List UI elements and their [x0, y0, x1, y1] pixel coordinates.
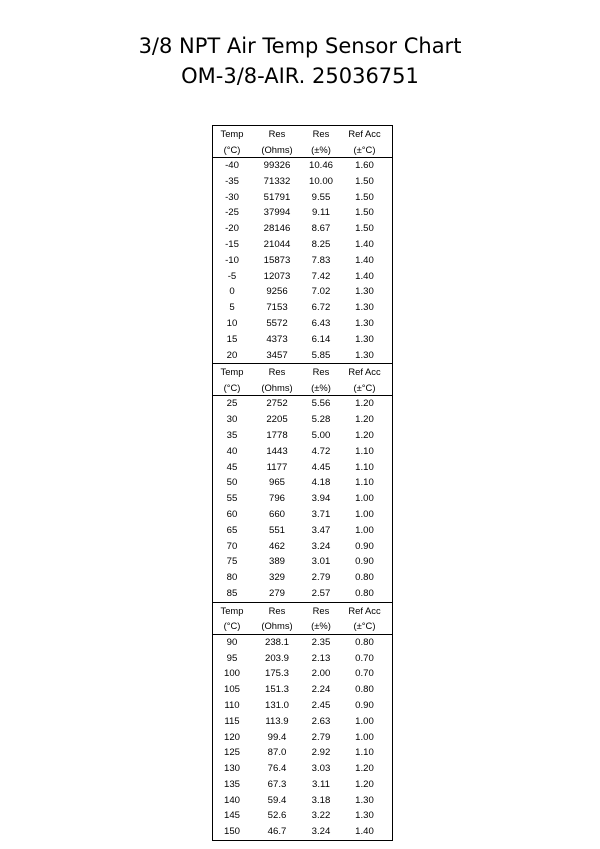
table-cell: 1.40: [355, 270, 374, 282]
table-row: [213, 284, 392, 300]
table-cell: 2.57: [311, 587, 331, 599]
table-row: [213, 332, 392, 348]
table-cell: 2.13: [311, 652, 331, 664]
header-row: [213, 364, 392, 380]
table-row: [213, 205, 392, 221]
table-row: [213, 300, 392, 316]
table-row: [213, 412, 392, 428]
table-cell: -40: [225, 160, 239, 171]
table-cell: 0.90: [355, 699, 374, 711]
table-cell: 7153: [266, 302, 288, 314]
table-cell: 110: [224, 699, 240, 711]
page-title: 3/8 NPT Air Temp Sensor Chart: [138, 34, 462, 58]
table-cell: 1778: [266, 429, 288, 441]
table-cell: 1443: [266, 445, 288, 457]
table-cell: 462: [268, 540, 285, 552]
table-cell: 5572: [266, 317, 288, 329]
table-cell: 8.67: [311, 223, 331, 235]
table-cell: 1.60: [355, 160, 374, 171]
table-cell: 3.18: [311, 794, 331, 806]
sensor-chart-table: [212, 125, 393, 841]
column-unit: (±°C): [353, 143, 376, 155]
table-cell: 10.00: [308, 175, 333, 187]
table-cell: 3.24: [311, 540, 331, 552]
table-cell: 2.45: [311, 699, 331, 711]
table-cell: 28146: [263, 223, 291, 235]
table-cell: -5: [227, 270, 237, 282]
table-cell: 2.79: [311, 572, 331, 584]
table-cell: 5.28: [311, 414, 331, 426]
table-cell: 6.43: [311, 317, 331, 329]
table-cell: 9.11: [312, 207, 330, 219]
table-cell: 0.80: [355, 572, 374, 584]
column-unit: (Ohms): [261, 381, 293, 393]
table-cell: 0: [229, 286, 235, 298]
table-cell: 3.47: [311, 524, 331, 536]
table-cell: 238.1: [264, 636, 289, 648]
table-row: [213, 158, 392, 174]
table-cell: 71332: [263, 175, 291, 187]
table-row: [213, 190, 392, 206]
column-unit: (±°C): [353, 381, 376, 393]
table-cell: 279: [268, 587, 285, 599]
table-row: [213, 682, 392, 698]
table-row: [213, 666, 392, 682]
table-cell: 0.80: [355, 636, 374, 648]
table-cell: 1.40: [355, 826, 374, 838]
table-cell: -25: [225, 207, 239, 219]
table-row: [213, 777, 392, 793]
header-unit-row: [213, 380, 392, 396]
header-unit-row: [213, 618, 392, 634]
table-cell: 660: [268, 508, 285, 520]
table-cell: 9.55: [311, 191, 331, 203]
table-row: [213, 745, 392, 761]
table-cell: 0.80: [355, 587, 374, 599]
column-header: Res: [312, 604, 330, 616]
table-cell: 35: [226, 429, 238, 441]
table-cell: 7.02: [311, 286, 331, 298]
table-cell: 3.94: [311, 493, 331, 505]
header-unit-row: [213, 142, 392, 158]
table-cell: 51791: [263, 191, 291, 203]
table-cell: 15873: [263, 254, 291, 266]
table-cell: 99.4: [267, 731, 287, 743]
table-header: [213, 126, 392, 158]
table-cell: 87.0: [267, 747, 287, 759]
table-cell: 796: [268, 493, 285, 505]
table-row: [213, 808, 392, 824]
page-subtitle: OM-3/8-AIR. 25036751: [181, 64, 419, 88]
table-row: [213, 793, 392, 809]
table-cell: 12073: [263, 270, 291, 282]
column-header: Ref Acc: [348, 128, 381, 139]
table-row: [213, 348, 392, 364]
table-cell: 76.4: [267, 763, 287, 775]
table-cell: 7.42: [311, 270, 331, 282]
table-cell: 5.85: [311, 349, 331, 361]
table-cell: 135: [223, 778, 240, 790]
table-cell: 1.50: [355, 191, 374, 203]
column-unit: (Ohms): [261, 143, 293, 155]
table-cell: 75: [226, 556, 238, 568]
table-cell: 1.30: [355, 302, 374, 314]
table-row: [213, 253, 392, 269]
table-cell: 1.10: [355, 461, 374, 473]
table-row: [213, 714, 392, 730]
table-cell: 60: [226, 508, 238, 520]
table-cell: 52.6: [267, 810, 287, 822]
table-cell: 140: [223, 794, 240, 806]
table-cell: 46.7: [267, 826, 287, 838]
column-header: Temp: [220, 128, 244, 139]
table-cell: 80: [226, 572, 238, 584]
table-row: [213, 316, 392, 332]
table-cell: 329: [268, 572, 285, 584]
table-row: [213, 269, 392, 285]
table-cell: 21044: [263, 238, 291, 250]
table-cell: 8.25: [311, 238, 331, 250]
table-cell: 10.46: [308, 160, 333, 171]
table-cell: 151.3: [264, 684, 289, 696]
table-header: [213, 364, 392, 396]
table-cell: 1.30: [355, 810, 374, 822]
table-cell: 50: [226, 477, 238, 489]
table-cell: 2752: [266, 398, 288, 410]
table-cell: 40: [226, 445, 238, 457]
table-cell: 1.00: [355, 524, 374, 536]
column-header: Ref Acc: [348, 366, 381, 378]
table-row: [213, 174, 392, 190]
table-row: [213, 444, 392, 460]
table-cell: 100: [223, 668, 240, 680]
table-cell: 55: [226, 493, 238, 505]
table-cell: 2205: [266, 414, 288, 426]
table-cell: 1.20: [355, 763, 374, 775]
column-unit: (Ohms): [261, 620, 293, 632]
table-cell: 175.3: [264, 668, 289, 680]
table-cell: 1.10: [355, 445, 374, 457]
table-cell: 965: [268, 477, 285, 489]
table-cell: -30: [225, 191, 239, 203]
table-cell: 70: [226, 540, 238, 552]
table-cell: 1.20: [355, 778, 374, 790]
table-cell: 145: [223, 810, 240, 822]
table-cell: 2.92: [311, 747, 331, 759]
table-cell: 1.10: [355, 747, 374, 759]
table-row: [213, 651, 392, 667]
table-cell: 3.24: [311, 826, 331, 838]
header-row: [213, 126, 392, 142]
table-cell: 1.20: [355, 398, 374, 410]
table-cell: 113.9: [265, 715, 289, 727]
table-row: [213, 237, 392, 253]
table-cell: 99326: [263, 160, 291, 171]
table-cell: 65: [226, 524, 238, 536]
table-row: [213, 475, 392, 491]
table-row: [213, 698, 392, 714]
table-cell: 1177: [266, 461, 288, 473]
table-row: [213, 761, 392, 777]
column-header: Res: [312, 128, 330, 139]
table-cell: 3.11: [312, 778, 330, 790]
table-section: [213, 126, 392, 363]
header-row: [213, 603, 392, 619]
table-cell: 203.9: [264, 652, 289, 664]
table-cell: 10: [226, 317, 238, 329]
table-row: [213, 460, 392, 476]
column-header: Temp: [220, 604, 244, 616]
table-cell: -10: [225, 254, 239, 266]
table-cell: 4.18: [311, 477, 331, 489]
table-cell: 67.3: [267, 778, 287, 790]
column-header: Res: [312, 366, 330, 378]
table-cell: 0.70: [355, 652, 374, 664]
column-header: Res: [268, 366, 286, 378]
table-row: [213, 428, 392, 444]
table-cell: 1.00: [355, 715, 374, 727]
column-unit: (°C): [223, 620, 241, 632]
table-row: [213, 554, 392, 570]
table-cell: 551: [268, 524, 285, 536]
table-cell: 2.63: [311, 715, 331, 727]
table-row: [213, 824, 392, 840]
table-section: [213, 363, 392, 601]
table-cell: 105: [223, 684, 240, 696]
table-row: [213, 523, 392, 539]
table-section: [213, 602, 392, 840]
table-cell: 1.50: [355, 175, 374, 187]
column-header: Res: [268, 604, 286, 616]
table-cell: 2.35: [311, 636, 331, 648]
table-cell: 3.03: [311, 763, 331, 775]
table-cell: 1.30: [355, 333, 374, 345]
table-cell: 131.0: [264, 699, 289, 711]
table-cell: 1.30: [355, 286, 374, 298]
table-cell: 3.71: [311, 508, 331, 520]
table-cell: 389: [268, 556, 285, 568]
table-cell: -35: [225, 175, 239, 187]
table-cell: 1.50: [355, 207, 374, 219]
table-cell: 15: [226, 333, 238, 345]
column-header: Temp: [220, 366, 244, 378]
column-header: Res: [268, 128, 286, 139]
table-cell: 125: [223, 747, 240, 759]
table-row: [213, 491, 392, 507]
table-cell: 1.20: [355, 414, 374, 426]
table-cell: 1.30: [355, 349, 374, 361]
table-row: [213, 635, 392, 651]
table-cell: 0.90: [355, 540, 374, 552]
column-unit: (±°C): [353, 620, 376, 632]
table-cell: 0.70: [355, 668, 374, 680]
table-cell: 85: [226, 587, 238, 599]
column-unit: (±%): [311, 620, 331, 632]
table-cell: 4.72: [311, 445, 331, 457]
table-row: [213, 539, 392, 555]
table-cell: 0.90: [355, 556, 374, 568]
table-cell: 4.45: [311, 461, 331, 473]
table-cell: 5.00: [311, 429, 331, 441]
table-cell: 45: [226, 461, 238, 473]
table-cell: 1.50: [355, 223, 374, 235]
table-cell: 20: [226, 349, 238, 361]
table-row: [213, 570, 392, 586]
table-cell: 1.40: [355, 238, 374, 250]
column-unit: (°C): [223, 143, 241, 155]
table-cell: 1.30: [355, 794, 374, 806]
table-cell: 37994: [263, 207, 291, 219]
table-cell: -20: [225, 223, 239, 235]
table-cell: 120: [223, 731, 240, 743]
table-cell: 115: [224, 715, 240, 727]
table-cell: 3.01: [311, 556, 331, 568]
table-cell: 150: [223, 826, 240, 838]
table-cell: 3.22: [311, 810, 331, 822]
table-cell: 6.14: [311, 333, 331, 345]
table-cell: 30: [226, 414, 238, 426]
table-row: [213, 730, 392, 746]
table-cell: 3457: [266, 349, 288, 361]
table-cell: 2.24: [311, 684, 331, 696]
table-cell: 130: [223, 763, 240, 775]
column-header: Ref Acc: [348, 604, 381, 616]
table-row: [213, 221, 392, 237]
column-unit: (±%): [311, 381, 331, 393]
table-row: [213, 586, 392, 602]
table-cell: 95: [226, 652, 238, 664]
table-cell: 2.79: [311, 731, 331, 743]
table-cell: -15: [225, 238, 239, 250]
column-unit: (±%): [311, 143, 331, 155]
table-cell: 1.10: [355, 477, 374, 489]
table-cell: 1.30: [355, 317, 374, 329]
table-cell: 0.80: [355, 684, 374, 696]
table-cell: 90: [226, 636, 238, 648]
table-cell: 5.56: [311, 398, 331, 410]
table-cell: 1.00: [355, 493, 374, 505]
table-cell: 25: [226, 398, 238, 410]
table-row: [213, 396, 392, 412]
column-unit: (°C): [223, 381, 241, 393]
table-cell: 5: [229, 302, 235, 314]
table-cell: 2.00: [311, 668, 331, 680]
table-row: [213, 507, 392, 523]
table-cell: 9256: [266, 286, 288, 298]
table-cell: 1.20: [355, 429, 374, 441]
table-header: [213, 603, 392, 635]
table-cell: 1.00: [355, 731, 374, 743]
table-cell: 1.00: [355, 508, 374, 520]
table-cell: 59.4: [267, 794, 287, 806]
table-cell: 1.40: [355, 254, 374, 266]
table-cell: 4373: [266, 333, 288, 345]
table-cell: 6.72: [311, 302, 331, 314]
table-cell: 7.83: [311, 254, 331, 266]
